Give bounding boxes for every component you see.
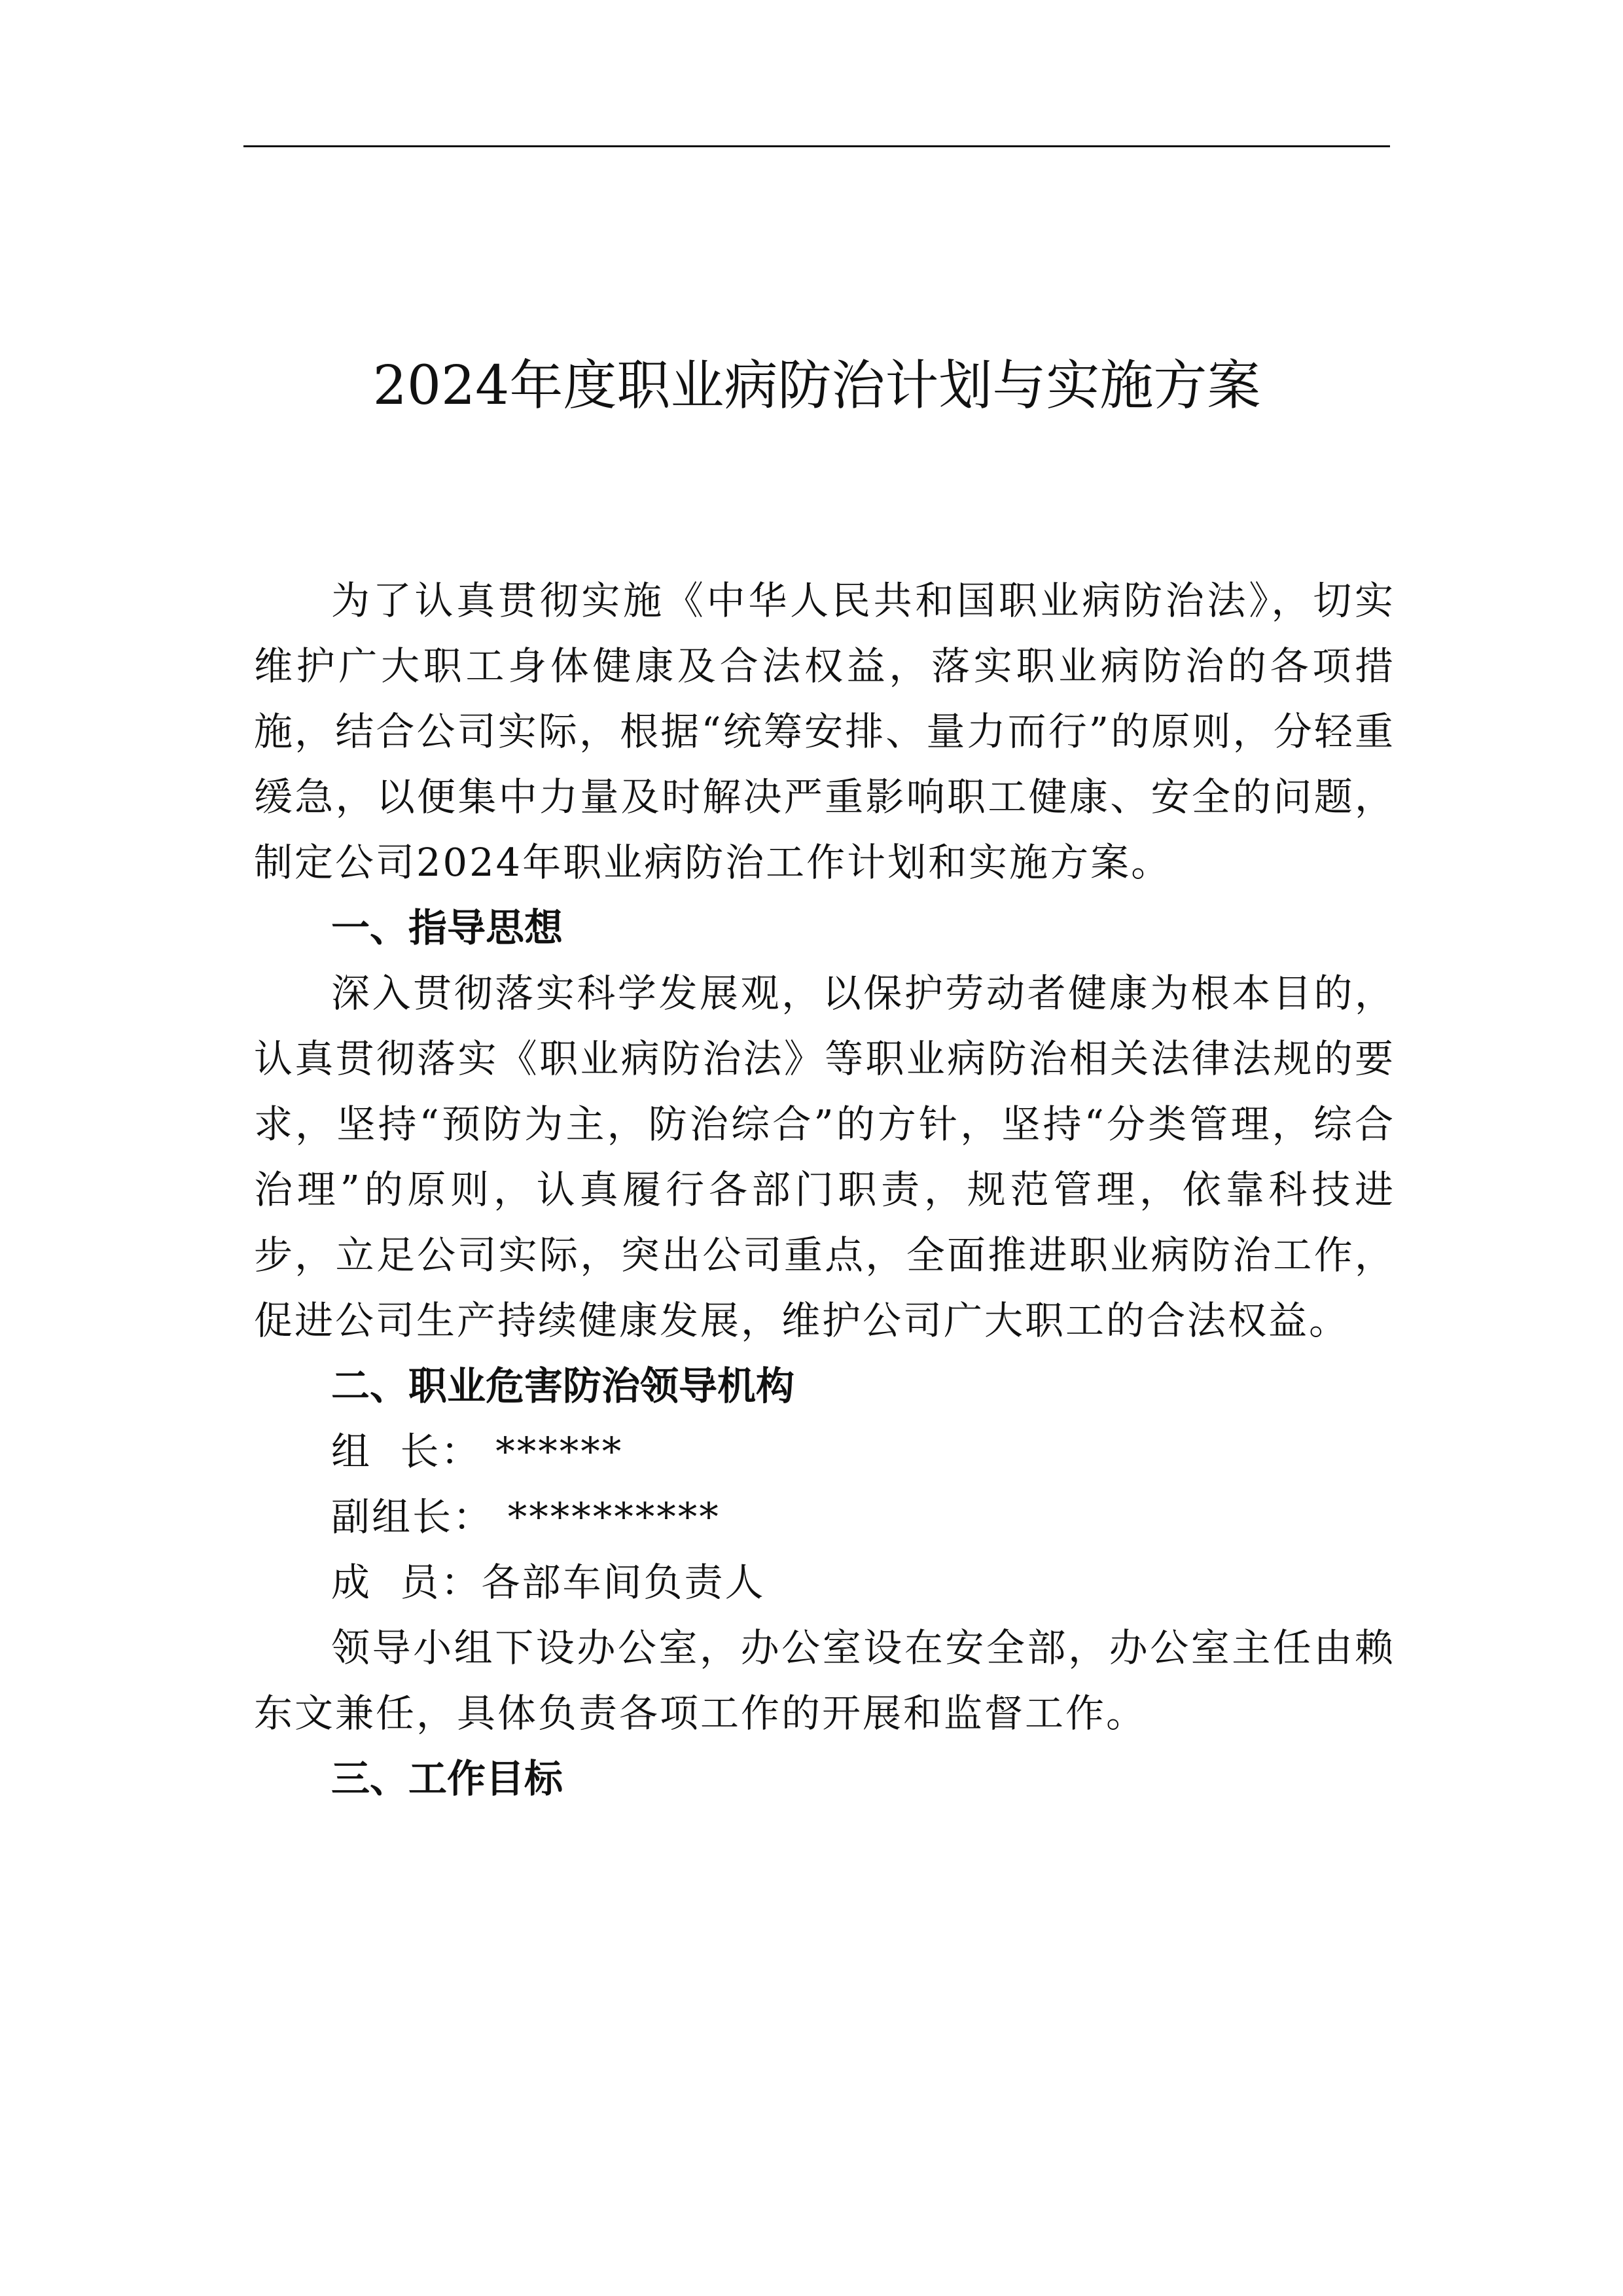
leader-line: 组 长： ****** bbox=[331, 1429, 624, 1474]
document-title: 2024年度职业病防治计划与实施方案 bbox=[372, 355, 1261, 417]
section-heading-leadership: 二、职业危害防治领导机构 bbox=[331, 1363, 795, 1408]
header-rule bbox=[243, 145, 1390, 147]
members-line: 成 员：各部车间负责人 bbox=[331, 1560, 766, 1605]
section-heading-guiding-ideology: 一、指导思想 bbox=[331, 905, 563, 950]
document-body bbox=[254, 568, 1395, 1812]
deputy-leader-line: 副组长： ********** bbox=[331, 1494, 721, 1539]
section-paragraph-guiding-ideology: 深入贯彻落实科学发展观，以保护劳动者健康为根本目的，认真贯彻落实《职业病防治法》等职业病防治相关法律法规的要求，坚持“预防为主，防治综合”的方针，坚持“分类管理，综合治理”的原则，认真履行各部门职责，规范管理，依靠科技进步，立足公司实际，突出公司重点，全面推进职业病防治工作，促进公司生产持续健康发展，维护公司广大职工的合法权益。 bbox=[254, 971, 1395, 1343]
section-heading-work-goals: 三、工作目标 bbox=[331, 1756, 563, 1801]
section-paragraph-leadership: 领导小组下设办公室，办公室设在安全部，办公室主任由赖东文兼任，具体负责各项工作的开展和监督工作。 bbox=[254, 1625, 1395, 1736]
intro-paragraph: 为了认真贯彻实施《中华人民共和国职业病防治法》，切实维护广大职工身体健康及合法权益，落实职业病防治的各项措施，结合公司实际，根据“统筹安排、量力而行”的原则，分轻重缓急，以便集中力量及时解决严重影响职工健康、安全的问题，制定公司2024年职业病防治工作计划和实施方案。 bbox=[254, 578, 1395, 885]
